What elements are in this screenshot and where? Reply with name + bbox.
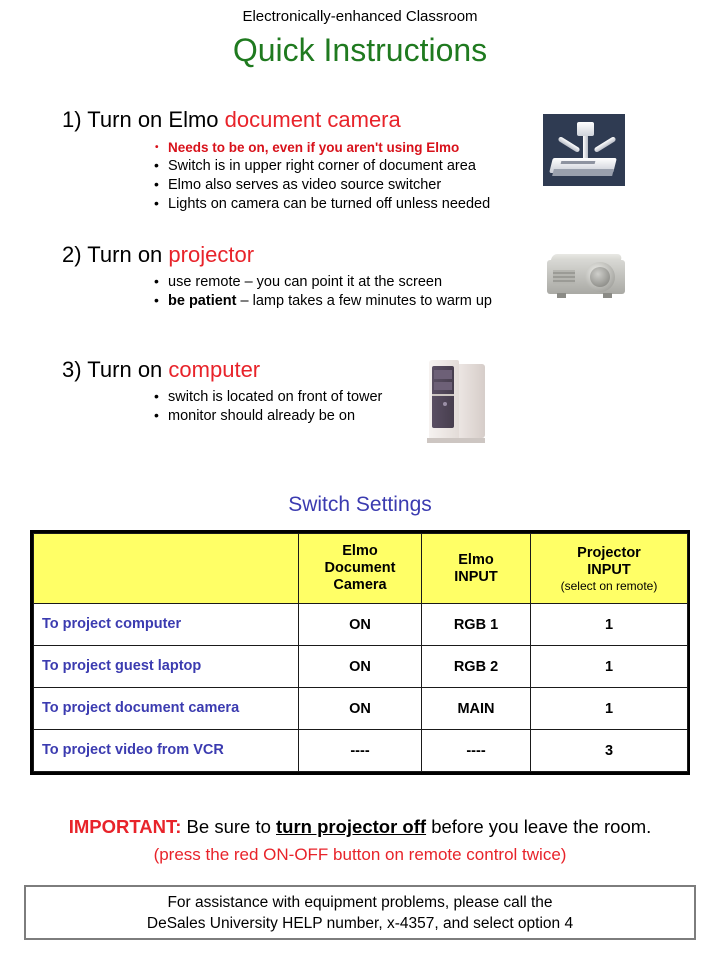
row-label: To project document camera bbox=[34, 688, 299, 730]
tower-base-icon bbox=[427, 438, 485, 443]
important-label: IMPORTANT: bbox=[68, 816, 182, 837]
column-header-line: Projector bbox=[577, 544, 641, 561]
column-header-line: Document bbox=[324, 560, 396, 576]
list-item-emphasis: be patient bbox=[168, 293, 237, 310]
cell-input: MAIN bbox=[422, 688, 531, 730]
tower-power-button-icon bbox=[443, 402, 447, 406]
step-1-bullet-list bbox=[150, 138, 490, 214]
cell-camera: ON bbox=[299, 688, 422, 730]
important-after: before you leave the room. bbox=[431, 816, 652, 837]
tower-drive-bay-icon bbox=[434, 382, 452, 390]
elmo-light-arm-right-icon bbox=[593, 136, 616, 153]
table-row bbox=[34, 604, 688, 646]
computer-tower-photo bbox=[421, 358, 493, 446]
column-header-line: INPUT bbox=[587, 561, 631, 578]
projector-photo bbox=[541, 248, 633, 306]
list-item: • Switch is in upper right corner of document area bbox=[150, 157, 490, 176]
cell-input: RGB 1 bbox=[422, 604, 531, 646]
step-1-lead: Turn on Elmo bbox=[87, 107, 219, 132]
step-2-bullet-list bbox=[150, 273, 492, 311]
step-1-accent: document camera bbox=[224, 107, 401, 132]
step-2-lead: Turn on bbox=[87, 242, 163, 267]
cell-input: RGB 2 bbox=[422, 646, 531, 688]
list-item: • monitor should already be on bbox=[150, 407, 382, 426]
row-label: To project video from VCR bbox=[34, 730, 299, 772]
cell-projector: 3 bbox=[531, 730, 688, 772]
step-2-heading bbox=[62, 243, 492, 267]
list-item: • use remote – you can point it at the screen bbox=[150, 273, 492, 292]
elmo-camera-head-icon bbox=[577, 122, 594, 136]
elmo-control-panel-icon bbox=[561, 161, 596, 164]
page-title: Quick Instructions bbox=[232, 32, 488, 68]
step-3-lead: Turn on bbox=[87, 357, 163, 382]
tower-drive-bay-icon bbox=[434, 370, 452, 379]
assistance-box bbox=[24, 885, 696, 940]
step-3-number: 3) bbox=[62, 357, 82, 382]
list-item: • Needs to be on, even if you aren't using Elmo bbox=[150, 138, 490, 157]
column-header-line: Elmo bbox=[342, 543, 378, 559]
row-label: To project guest laptop bbox=[34, 646, 299, 688]
important-emphasis: turn projector off bbox=[276, 816, 427, 837]
column-header-elmo-document-camera bbox=[299, 534, 422, 604]
projector-foot-left-icon bbox=[557, 293, 566, 298]
list-item: • Elmo also serves as video source switcher bbox=[150, 176, 490, 195]
elmo-light-arm-left-icon bbox=[557, 136, 580, 153]
assistance-line-2: DeSales University HELP number, x-4357, and select option 4 bbox=[146, 914, 574, 932]
step-3-block bbox=[62, 358, 382, 426]
list-item: • Lights on camera can be turned off unless needed bbox=[150, 195, 490, 214]
table-row bbox=[34, 646, 688, 688]
important-before: Be sure to bbox=[186, 816, 271, 837]
tower-side-panel-icon bbox=[455, 364, 485, 438]
assistance-line-1: For assistance with equipment problems, please call the bbox=[167, 893, 553, 911]
list-item bbox=[150, 292, 492, 311]
cell-camera: ON bbox=[299, 604, 422, 646]
table-row bbox=[34, 730, 688, 772]
step-2-block bbox=[62, 243, 492, 311]
projector-lens-inner-icon bbox=[590, 267, 610, 287]
cell-camera: ON bbox=[299, 646, 422, 688]
switch-settings-table bbox=[33, 533, 688, 772]
important-notice bbox=[0, 815, 720, 839]
elmo-document-camera-photo bbox=[543, 114, 625, 186]
projector-foot-right-icon bbox=[603, 293, 612, 298]
elmo-base-shadow-icon bbox=[552, 169, 614, 176]
step-1-block bbox=[62, 108, 490, 214]
column-header-line: INPUT bbox=[454, 568, 498, 585]
column-header-line: Camera bbox=[333, 577, 387, 593]
cell-input: ---- bbox=[422, 730, 531, 772]
important-subtext: (press the red ON-OFF button on remote control twice) bbox=[153, 845, 567, 864]
table-header-row bbox=[34, 534, 688, 604]
cell-camera: ---- bbox=[299, 730, 422, 772]
switch-settings-title: Switch Settings bbox=[288, 493, 432, 516]
column-header-subtext: (select on remote) bbox=[560, 578, 658, 593]
column-header-blank bbox=[34, 534, 299, 604]
step-3-accent: computer bbox=[168, 357, 261, 382]
list-item-rest: – lamp takes a few minutes to warm up bbox=[236, 293, 492, 310]
cell-projector: 1 bbox=[531, 688, 688, 730]
column-header-line: Elmo bbox=[458, 551, 494, 568]
step-2-accent: projector bbox=[168, 242, 255, 267]
tower-divider-icon bbox=[432, 394, 454, 396]
table-row bbox=[34, 688, 688, 730]
page-subtitle: Electronically-enhanced Classroom bbox=[242, 8, 478, 25]
column-header-projector-input bbox=[531, 534, 688, 604]
step-3-heading bbox=[62, 358, 382, 382]
switch-settings-table-wrapper bbox=[30, 530, 690, 775]
cell-projector: 1 bbox=[531, 604, 688, 646]
list-item: • switch is located on front of tower bbox=[150, 388, 382, 407]
projector-vent-icon bbox=[553, 270, 575, 284]
column-header-elmo-input bbox=[422, 534, 531, 604]
step-1-number: 1) bbox=[62, 107, 82, 132]
cell-projector: 1 bbox=[531, 646, 688, 688]
row-label: To project computer bbox=[34, 604, 299, 646]
step-1-heading bbox=[62, 108, 490, 132]
step-2-number: 2) bbox=[62, 242, 82, 267]
step-3-bullet-list bbox=[150, 388, 382, 426]
